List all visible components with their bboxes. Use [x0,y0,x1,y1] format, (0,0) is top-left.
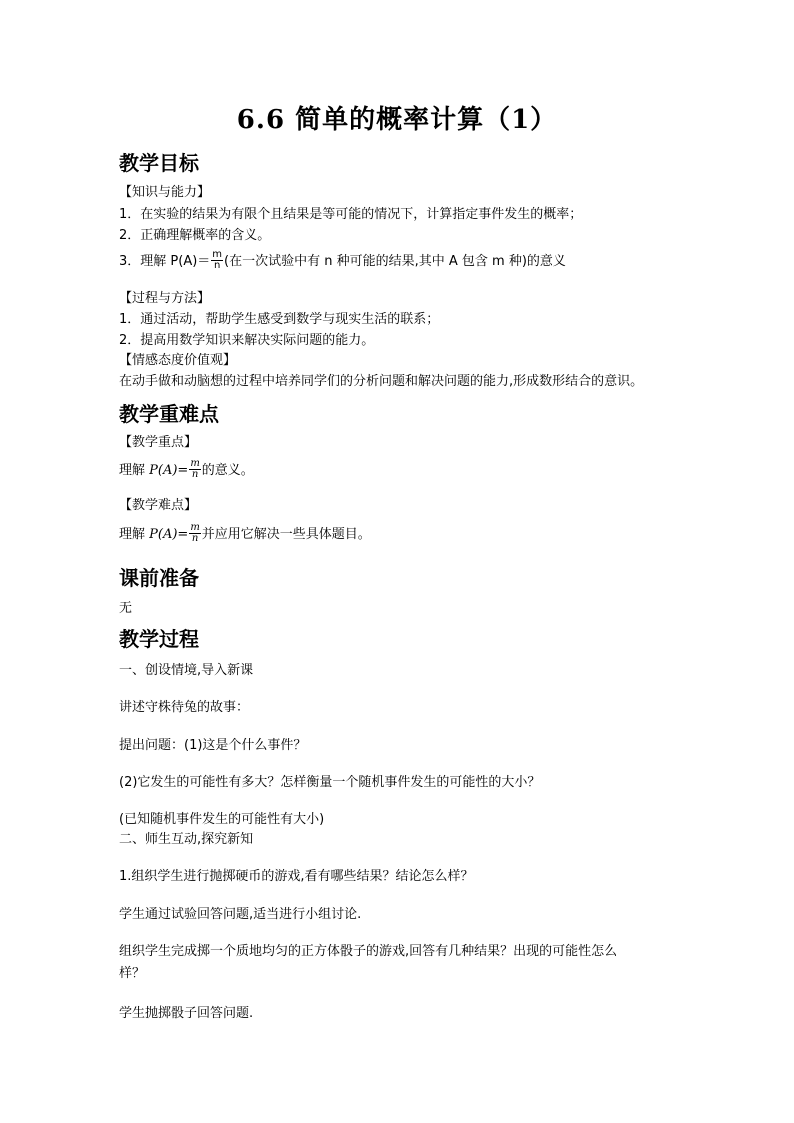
fraction-m-over-n [189,523,200,544]
preparation-content: 无 [119,601,133,616]
attitude-item-1: 在动手做和动脑想的过程中培养同学们的分析问题和解决问题的能力,形成数形结合的意识。 [119,374,644,389]
process-paragraph-3: (2)它发生的可能性有多大？怎样衡量一个随机事件发生的可能性的大小？ [119,775,541,790]
process-paragraph-1: 讲述守株待兔的故事： [119,700,250,715]
fraction-m-over-n [189,459,200,480]
fraction-numerator: m [190,522,200,533]
document-title: 6.6 简单的概率计算（1） [236,105,558,135]
process-part1-heading: 一、创设情境,导入新课 [119,663,254,678]
process-methods-item-2: 2．提高用数学知识来解决实际问题的能力。 [119,333,375,348]
focus-suffix: 的意义。 [201,463,254,478]
focus-content [119,459,254,481]
knowledge-item-3-prefix: 3．理解 P(A)＝ [119,254,211,269]
fraction-denominator: n [213,260,221,271]
difficulty-content [119,523,371,545]
process-paragraph-7-line-1: 组织学生完成掷一个质地均匀的正方体骰子的游戏,回答有几种结果？出现的可能性怎么 [119,944,618,959]
process-paragraph-4: (已知随机事件发生的可能性有大小) [119,812,325,827]
preparation-heading: 课前准备 [119,566,199,590]
key-points-heading: 教学重难点 [119,402,219,426]
difficulty-formula: P(A)= [149,527,189,542]
fraction-denominator: n [191,533,199,544]
process-paragraph-7-line-2: 样？ [119,966,146,981]
process-methods-item-1: 1．通过活动，帮助学生感受到数学与现实生活的联系； [119,312,440,327]
fraction-numerator: m [190,458,200,469]
fraction-numerator: m [212,249,223,260]
difficulty-prefix: 理解 [119,527,150,542]
knowledge-item-3 [119,250,566,272]
process-part2-heading: 二、师生互动,探究新知 [119,832,254,847]
knowledge-heading: 【知识与能力】 [119,185,211,200]
difficulty-heading: 【教学难点】 [119,498,198,513]
difficulty-suffix: 并应用它解决一些具体题目。 [201,527,371,542]
knowledge-item-1: 1．在实验的结果为有限个且结果是等可能的情况下，计算指定事件发生的概率； [119,207,583,222]
process-methods-heading: 【过程与方法】 [119,291,211,306]
fraction-denominator: n [191,469,199,480]
process-paragraph-5: 1.组织学生进行抛掷硬币的游戏,看有哪些结果？结论怎么样？ [119,869,474,884]
process-paragraph-6: 学生通过试验回答问题,适当进行小组讨论. [119,907,362,922]
objectives-heading: 教学目标 [119,151,199,175]
process-paragraph-8: 学生抛掷骰子回答问题. [119,1006,254,1021]
focus-heading: 【教学重点】 [119,435,198,450]
process-paragraph-2: 提出问题：(1)这是个什么事件？ [119,738,307,753]
attitude-heading: 【情感态度价值观】 [119,353,237,368]
focus-prefix: 理解 [119,463,150,478]
process-heading: 教学过程 [119,627,199,651]
knowledge-item-2: 2．正确理解概率的含义。 [119,228,271,243]
focus-formula: P(A)= [149,463,189,478]
fraction-m-over-n [211,250,223,271]
knowledge-item-3-suffix: (在一次试验中有 n 种可能的结果,其中 A 包含 m 种)的意义 [224,254,566,269]
